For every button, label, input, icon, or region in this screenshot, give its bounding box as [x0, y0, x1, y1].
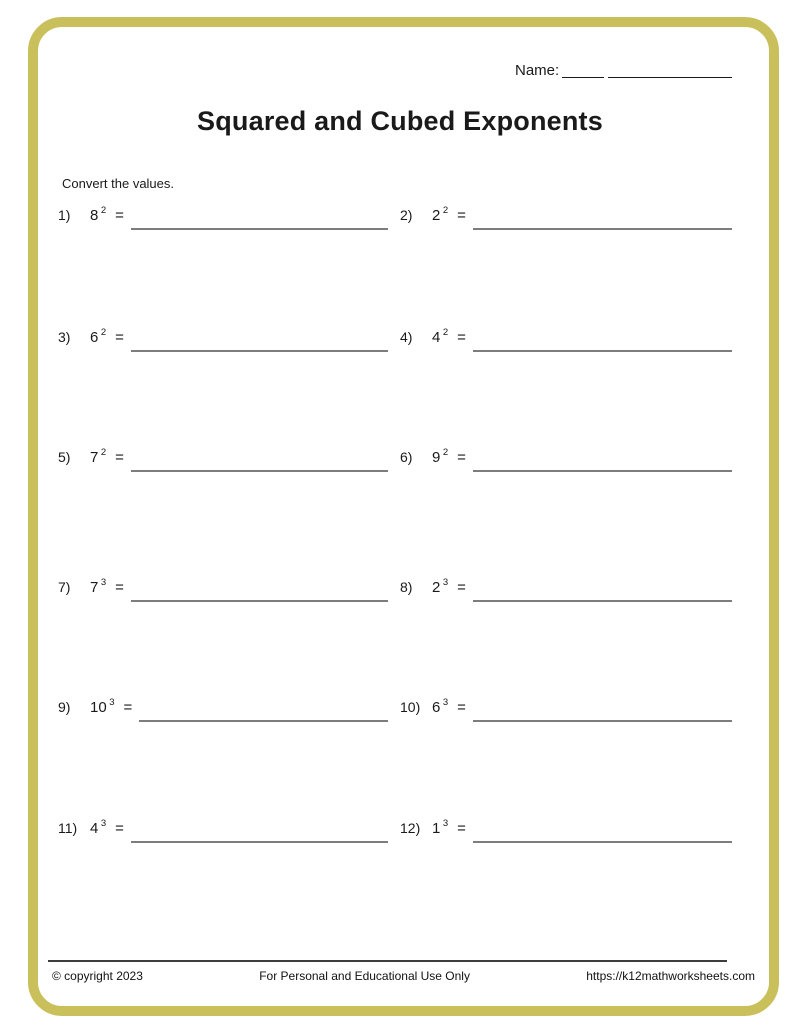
base-number: 9	[432, 449, 441, 466]
problem-expression	[90, 449, 106, 465]
base-number: 2	[432, 579, 441, 596]
problem-number: 6)	[400, 449, 413, 465]
base-number: 7	[90, 449, 99, 466]
problem-expression	[90, 820, 106, 836]
problem-row	[58, 329, 388, 345]
exponent: 3	[100, 577, 107, 588]
problem-expression	[432, 579, 448, 595]
exponent: 2	[100, 205, 107, 216]
problem-row	[400, 579, 732, 595]
page-border	[28, 17, 779, 1016]
problem-expression	[432, 699, 448, 715]
answer-line	[473, 720, 732, 722]
problem-number: 5)	[58, 449, 71, 465]
equals-sign: =	[115, 207, 124, 224]
exponent: 3	[442, 818, 449, 829]
problem-number: 10)	[400, 699, 421, 715]
problem-number: 1)	[58, 207, 71, 223]
equals-sign: =	[457, 579, 466, 596]
base-number: 8	[90, 207, 99, 224]
answer-line	[131, 350, 388, 352]
equals-sign: =	[115, 579, 124, 596]
problem-number: 3)	[58, 329, 71, 345]
answer-line	[131, 470, 388, 472]
problem-expression	[432, 449, 448, 465]
problem-expression	[90, 207, 106, 223]
base-number: 6	[90, 329, 99, 346]
problem-number: 12)	[400, 820, 421, 836]
website-url: https://k12mathworksheets.com	[586, 969, 755, 983]
exponent: 2	[100, 447, 107, 458]
equals-sign: =	[115, 820, 124, 837]
copyright-text: © copyright 2023	[52, 969, 143, 983]
problem-expression	[432, 820, 448, 836]
exponent: 3	[442, 697, 449, 708]
exponent: 3	[100, 818, 107, 829]
problem-row	[400, 449, 732, 465]
name-blank-line	[608, 64, 732, 78]
answer-line	[131, 228, 388, 230]
problem-row	[400, 329, 732, 345]
equals-sign: =	[115, 449, 124, 466]
exponent: 2	[442, 447, 449, 458]
exponent: 3	[442, 577, 449, 588]
footer-divider	[48, 960, 727, 962]
equals-sign: =	[457, 449, 466, 466]
page-title: Squared and Cubed Exponents	[197, 106, 603, 136]
problem-expression	[90, 699, 114, 715]
problem-number: 4)	[400, 329, 413, 345]
problem-row	[58, 820, 388, 836]
equals-sign: =	[457, 699, 466, 716]
answer-line	[139, 720, 388, 722]
problem-row	[400, 699, 732, 715]
problem-row	[58, 449, 388, 465]
exponent: 3	[109, 697, 115, 708]
problem-expression	[432, 207, 448, 223]
equals-sign: =	[115, 329, 124, 346]
problem-number: 2)	[400, 207, 413, 223]
answer-line	[131, 841, 388, 843]
base-number: 2	[432, 207, 441, 224]
base-number: 10	[90, 699, 107, 716]
equals-sign: =	[457, 329, 466, 346]
answer-line	[473, 841, 732, 843]
base-number: 4	[90, 820, 99, 837]
base-number: 4	[432, 329, 441, 346]
equals-sign: =	[457, 820, 466, 837]
usage-text: For Personal and Educational Use Only	[259, 969, 470, 983]
instruction-text: Convert the values.	[62, 176, 175, 191]
problem-expression	[90, 329, 106, 345]
answer-line	[473, 350, 732, 352]
answer-line	[473, 600, 732, 602]
name-row	[515, 61, 732, 79]
problem-number: 9)	[58, 699, 71, 715]
exponent: 2	[442, 205, 449, 216]
problem-expression	[432, 329, 448, 345]
equals-sign: =	[123, 699, 133, 716]
problem-row	[58, 207, 388, 223]
problem-row	[400, 820, 732, 836]
base-number: 1	[432, 820, 441, 837]
equals-sign: =	[457, 207, 466, 224]
base-number: 6	[432, 699, 441, 716]
answer-line	[473, 470, 732, 472]
name-label: Name:	[515, 62, 560, 79]
problem-row	[58, 579, 388, 595]
base-number: 7	[90, 579, 99, 596]
problem-expression	[90, 579, 106, 595]
answer-line	[131, 600, 388, 602]
problem-number: 7)	[58, 579, 71, 595]
problem-row	[58, 699, 388, 715]
footer	[52, 969, 755, 983]
exponent: 2	[442, 327, 449, 338]
exponent: 2	[100, 327, 107, 338]
name-blank-line	[562, 64, 604, 78]
problem-number: 11)	[58, 820, 78, 836]
answer-line	[473, 228, 732, 230]
problem-number: 8)	[400, 579, 413, 595]
problem-row	[400, 207, 732, 223]
